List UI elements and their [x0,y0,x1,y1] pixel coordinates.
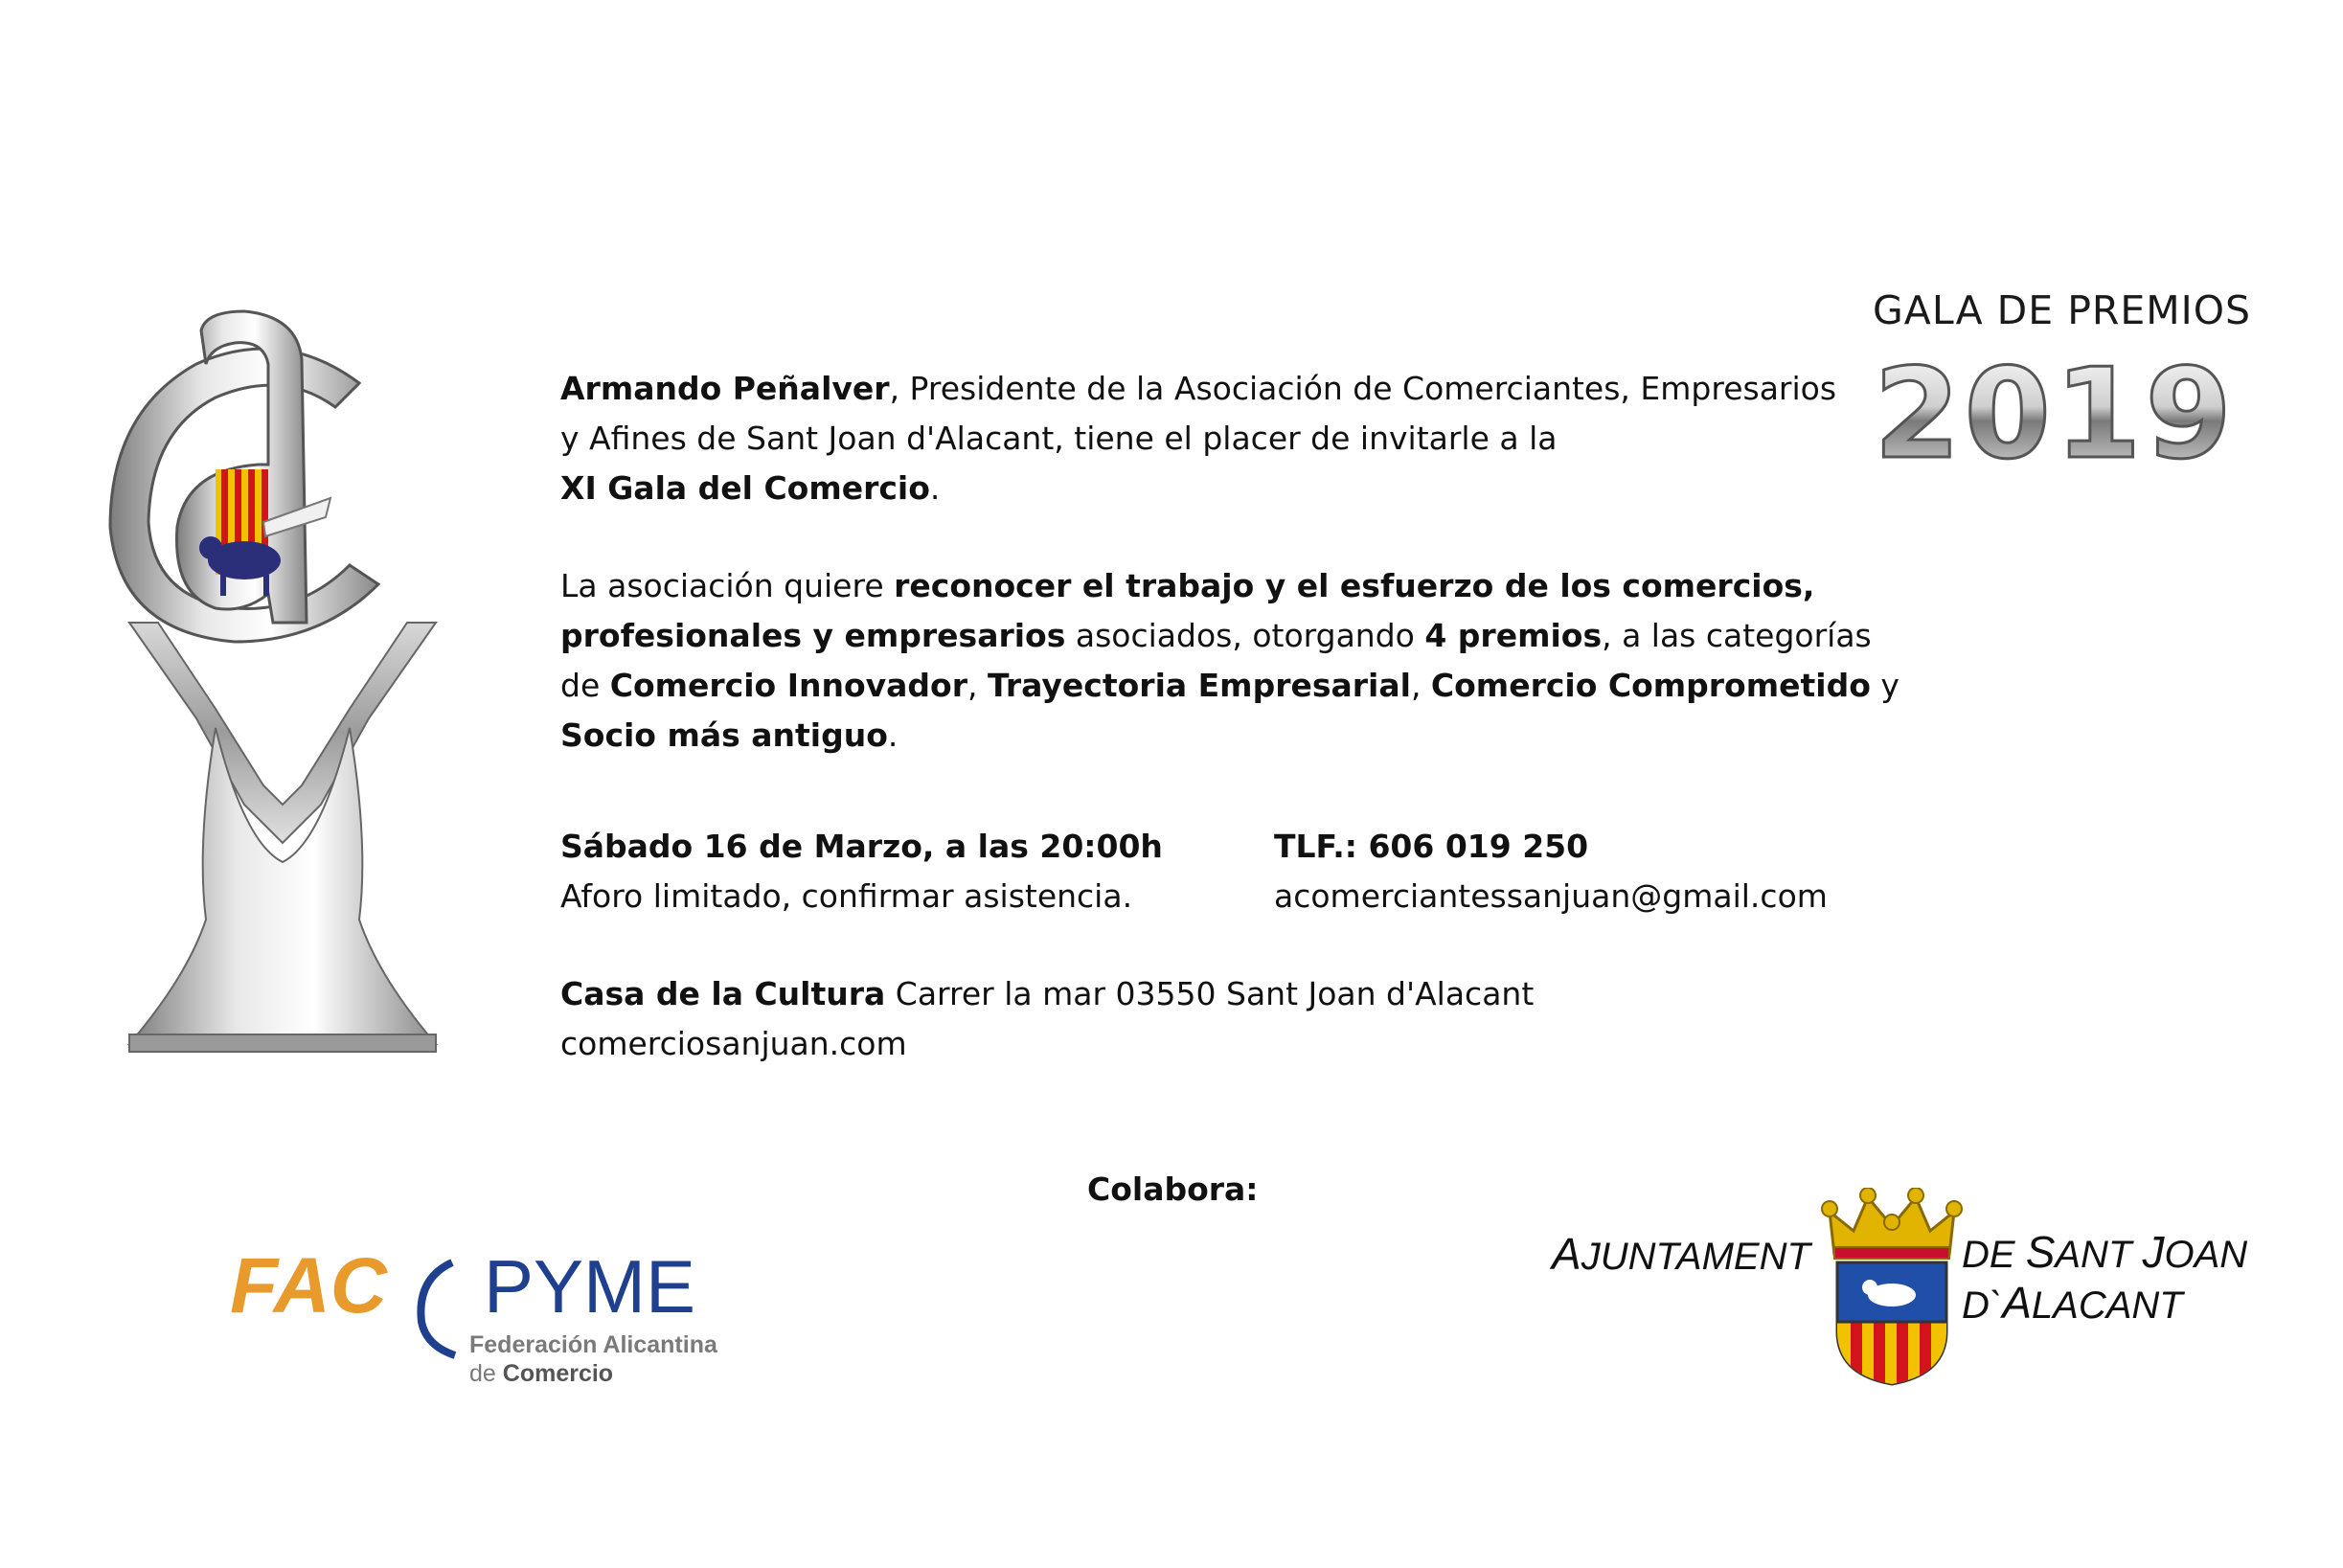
fac-text: FAC [230,1242,387,1329]
facpyme-logo [230,1236,766,1398]
website-link[interactable]: comerciosanjuan.com [560,1025,907,1062]
phone-number[interactable]: TLF.: 606 019 250 [1274,828,1589,865]
venue-info [560,969,1534,1069]
venue-name: Casa de la Cultura [560,975,886,1012]
contact-info [1274,822,1828,921]
colabora-label: Colabora: [1087,1170,1259,1208]
year-text: 2019 [1874,350,2236,484]
venue-address: Carrer la mar 03550 Sant Joan d'Alacant [885,975,1535,1012]
sant-joan-label: DE SANT JOAN D`ALACANT [1962,1227,2248,1328]
facpyme-subtitle-2: de Comercio [469,1360,614,1387]
capacity-note: Aforo limitado, confirmar asistencia. [560,877,1133,915]
ajuntament-label: AJUNTAMENT [1552,1229,1810,1279]
facpyme-subtitle-1: Federación Alicantina [469,1331,717,1358]
president-name: Armando Peñalver [560,370,890,407]
intro-text: Armando Peñalver, Presidente de la Asociación de Comerciantes, Empresarios y Afines de Sant Joan d'Alacant, tiene el placer de invitarle a la XI Gala del Comercio. [560,370,1837,507]
event-datetime: Sábado 16 de Marzo, a las 20:00h [560,828,1163,865]
awards-paragraph: La asociación quiere reconocer el trabajo y el esfuerzo de los comercios, profesionales y empresarios asociados, otorgando 4 premios, a las categorías de Comercio Innovador, Trayectoria Empresarial, Comercio Comprometido y Socio más antiguo. [560,567,1899,754]
pyme-text: PYME [484,1244,696,1329]
email-link[interactable]: acomerciantessanjuan@gmail.com [1274,877,1828,915]
year-2019-logo [1873,350,2237,484]
asociacion-trophy-logo [91,307,474,1063]
gala-title: GALA DE PREMIOS [1873,287,2252,333]
sant-joan-coat-of-arms-icon [1810,1188,1973,1389]
event-date [560,822,1163,921]
event-name: XI Gala del Comercio [560,469,930,507]
